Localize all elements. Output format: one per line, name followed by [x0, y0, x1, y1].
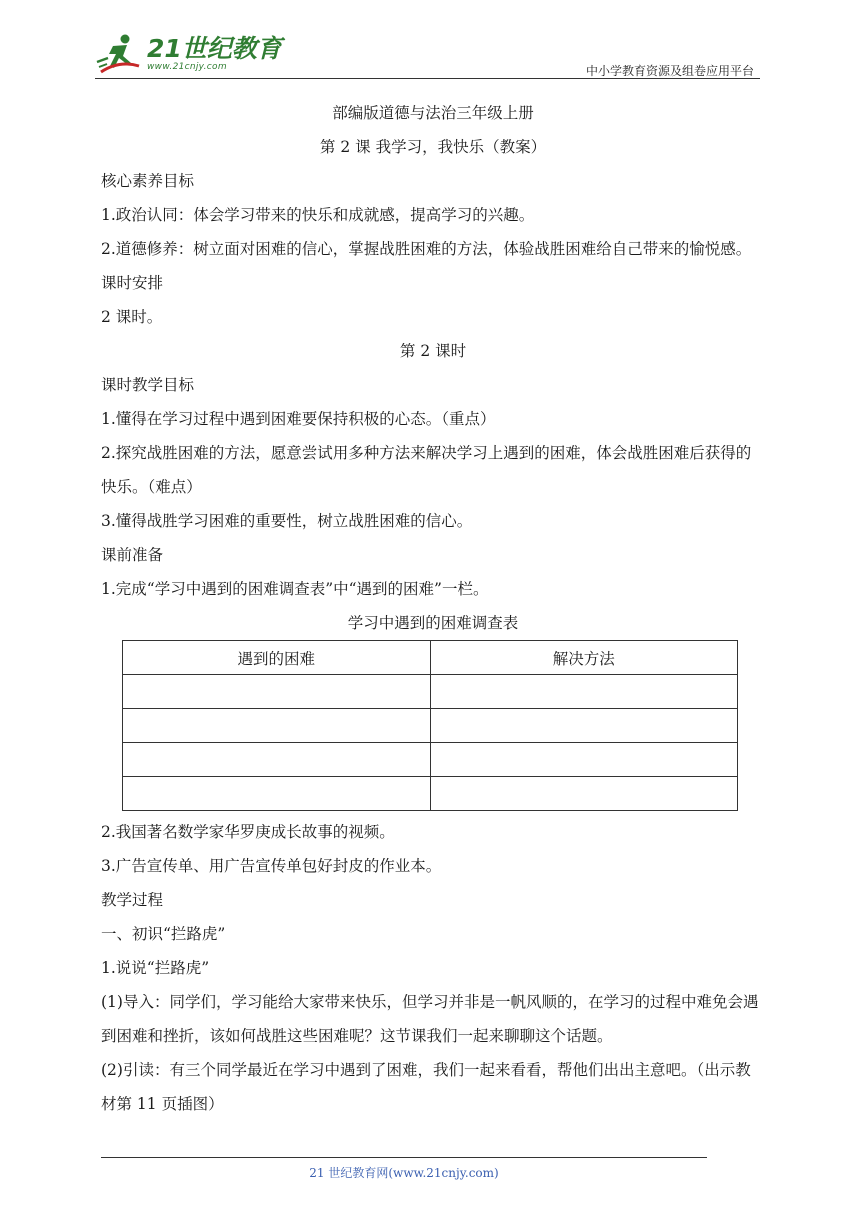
heading-teach-goals: 课时教学目标 — [101, 376, 195, 394]
logo-url: www.21cnjy.com — [147, 62, 227, 72]
survey-table — [122, 640, 738, 811]
table-cell — [430, 675, 738, 709]
schedule-text: 2 课时。 — [101, 308, 163, 326]
table-cell — [430, 709, 738, 743]
period-title: 第 2 课时 — [399, 342, 467, 360]
heading-process: 教学过程 — [101, 891, 164, 909]
platform-name: 中小学教育资源及组卷应用平台 — [585, 64, 754, 78]
page-header — [95, 28, 760, 80]
heading-preparation: 课前准备 — [101, 546, 164, 564]
page-footer: 21 世纪教育网(www.21cnjy.com) — [309, 1166, 499, 1180]
table-row — [123, 675, 738, 709]
paragraph-guide: (2)引读：有三个同学最近在学习中遇到了困难，我们一起来看看，帮他们出出主意吧。（出示教材第 11 页插图） — [101, 1061, 751, 1113]
site-logo — [95, 32, 282, 76]
table-cell — [123, 777, 431, 811]
table-cell — [123, 675, 431, 709]
section-heading: 一、初识“拦路虎” — [101, 925, 226, 943]
table-row — [123, 777, 738, 811]
core-goal-1: 1.政治认同：体会学习带来的快乐和成就感，提高学习的兴趣。 — [101, 206, 535, 224]
teach-goal-1: 1.懂得在学习过程中遇到困难要保持积极的心态。（重点） — [101, 410, 496, 428]
table-header-cell: 解决方法 — [430, 641, 738, 675]
teach-goal-2: 2.探究战胜困难的方法，愿意尝试用多种方法来解决学习上遇到的困难，体会战胜困难后获得的快乐。（难点） — [101, 444, 752, 496]
header-divider — [95, 78, 760, 79]
running-man-icon — [95, 32, 143, 76]
heading-schedule: 课时安排 — [101, 274, 164, 292]
subsection-heading: 1.说说“拦路虎” — [101, 959, 210, 977]
lesson-title: 第 2 课 我学习，我快乐（教案） — [319, 138, 547, 156]
document-body — [101, 96, 765, 1121]
table-cell — [430, 777, 738, 811]
heading-core-goals: 核心素养目标 — [101, 172, 195, 190]
table-header-cell: 遇到的困难 — [123, 641, 431, 675]
logo-text: 21世纪教育 — [147, 34, 282, 63]
table-row — [123, 743, 738, 777]
table-cell — [430, 743, 738, 777]
prep-item-3: 3.广告宣传单、用广告宣传单包好封皮的作业本。 — [101, 857, 442, 875]
footer-divider — [101, 1157, 707, 1158]
teach-goal-3: 3.懂得战胜学习困难的重要性，树立战胜困难的信心。 — [101, 512, 473, 530]
doc-title: 部编版道德与法治三年级上册 — [332, 104, 534, 122]
prep-item-1: 1.完成“学习中遇到的困难调查表”中“遇到的困难”一栏。 — [101, 580, 489, 598]
table-cell — [123, 743, 431, 777]
table-row — [123, 709, 738, 743]
table-caption: 学习中遇到的困难调查表 — [347, 614, 519, 632]
paragraph-intro: (1)导入：同学们，学习能给大家带来快乐，但学习并非是一帆风顺的，在学习的过程中难免会遇到困难和挫折，该如何战胜这些困难呢？这节课我们一起来聊聊这个话题。 — [101, 993, 759, 1045]
core-goal-2: 2.道德修养：树立面对困难的信心，掌握战胜困难的方法，体验战胜困难给自己带来的愉悦感。 — [101, 240, 752, 258]
table-cell — [123, 709, 431, 743]
prep-item-2: 2.我国著名数学家华罗庚成长故事的视频。 — [101, 823, 395, 841]
table-header-row — [123, 641, 738, 675]
